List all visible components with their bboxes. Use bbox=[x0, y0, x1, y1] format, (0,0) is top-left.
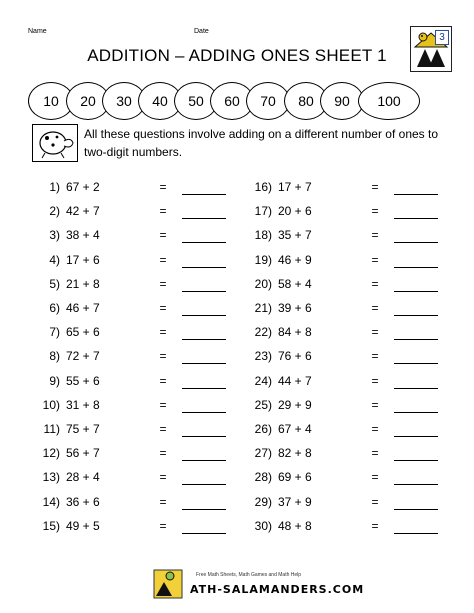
equals-sign: = bbox=[159, 397, 167, 412]
tens-oval: 40 bbox=[138, 82, 182, 120]
answer-blank[interactable] bbox=[182, 339, 226, 340]
answer-blank[interactable] bbox=[182, 218, 226, 219]
equals-sign: = bbox=[371, 494, 379, 509]
question-number: 26) bbox=[254, 422, 272, 436]
answer-blank[interactable] bbox=[182, 363, 226, 364]
question-number: 27) bbox=[254, 446, 272, 461]
equals-sign: = bbox=[371, 446, 379, 461]
equals-sign: = bbox=[371, 518, 379, 533]
equals-sign: = bbox=[159, 252, 167, 267]
question-expression: 17 + 7 bbox=[278, 180, 312, 194]
question-expression: 36 + 6 bbox=[66, 494, 100, 509]
question-number: 11) bbox=[43, 422, 60, 436]
tens-oval: 20 bbox=[66, 82, 110, 120]
question-number: 28) bbox=[254, 470, 272, 485]
question-number: 13) bbox=[42, 470, 60, 485]
question-number: 7) bbox=[49, 325, 60, 340]
equals-sign: = bbox=[371, 276, 379, 291]
equals-sign: = bbox=[371, 325, 379, 340]
tens-number-line bbox=[28, 82, 448, 122]
question-number: 4) bbox=[49, 252, 60, 267]
salamander-picture bbox=[32, 124, 78, 162]
answer-blank[interactable] bbox=[182, 484, 226, 485]
answer-blank[interactable] bbox=[394, 242, 438, 243]
question-expression: 75 + 7 bbox=[66, 422, 100, 436]
answer-blank[interactable] bbox=[182, 291, 226, 292]
question-number: 29) bbox=[254, 494, 272, 509]
question-number: 23) bbox=[254, 349, 272, 364]
question-number: 1) bbox=[49, 180, 60, 194]
question-number: 21) bbox=[254, 301, 272, 315]
page-title: ADDITION – ADDING ONES SHEET 1 bbox=[87, 46, 387, 65]
question-number: 6) bbox=[49, 301, 60, 315]
answer-blank[interactable] bbox=[394, 509, 438, 510]
tens-oval: 90 bbox=[320, 82, 364, 120]
question-expression: 46 + 7 bbox=[66, 301, 100, 315]
equals-sign: = bbox=[159, 276, 167, 291]
tens-oval: 80 bbox=[284, 82, 328, 120]
equals-sign: = bbox=[159, 446, 167, 461]
equals-sign: = bbox=[159, 204, 167, 219]
instructions-line: All these questions involve adding on a different number of ones to bbox=[84, 127, 439, 141]
question-number: 5) bbox=[49, 276, 60, 291]
equals-sign: = bbox=[159, 470, 167, 485]
question-expression: 35 + 7 bbox=[278, 228, 312, 243]
answer-blank[interactable] bbox=[182, 412, 226, 413]
question-expression: 65 + 6 bbox=[66, 325, 100, 340]
question-expression: 49 + 5 bbox=[66, 518, 100, 533]
equals-sign: = bbox=[371, 301, 379, 315]
question-expression: 67 + 4 bbox=[278, 422, 312, 436]
equals-sign: = bbox=[371, 204, 379, 219]
question-expression: 76 + 6 bbox=[278, 349, 312, 364]
equals-sign: = bbox=[159, 373, 167, 388]
equals-sign: = bbox=[371, 470, 379, 485]
salamander-icon bbox=[33, 125, 77, 161]
question-expression: 38 + 4 bbox=[66, 228, 100, 243]
answer-blank[interactable] bbox=[394, 291, 438, 292]
instructions bbox=[84, 125, 444, 161]
equals-sign: = bbox=[159, 422, 167, 436]
equals-sign: = bbox=[371, 228, 379, 243]
equals-sign: = bbox=[371, 180, 379, 194]
answer-blank[interactable] bbox=[182, 242, 226, 243]
answer-blank[interactable] bbox=[394, 533, 438, 534]
equals-sign: = bbox=[159, 301, 167, 315]
answer-blank[interactable] bbox=[394, 218, 438, 219]
question-expression: 55 + 6 bbox=[66, 373, 100, 388]
question-expression: 69 + 6 bbox=[278, 470, 312, 485]
question-number: 15) bbox=[42, 518, 60, 533]
equals-sign: = bbox=[159, 228, 167, 243]
tens-oval: 70 bbox=[246, 82, 290, 120]
question-expression: 20 + 6 bbox=[278, 204, 312, 219]
tens-oval: 50 bbox=[174, 82, 218, 120]
equals-sign: = bbox=[159, 518, 167, 533]
question-expression: 42 + 7 bbox=[66, 204, 100, 219]
name-label: Name bbox=[28, 28, 47, 35]
date-label: Date bbox=[194, 28, 209, 35]
answer-blank[interactable] bbox=[394, 484, 438, 485]
question-expression: 39 + 6 bbox=[278, 301, 312, 315]
question-number: 9) bbox=[49, 373, 60, 388]
question-expression: 48 + 8 bbox=[278, 518, 312, 533]
footer-salamander-icon bbox=[150, 566, 186, 602]
equals-sign: = bbox=[159, 349, 167, 364]
question-expression: 29 + 9 bbox=[278, 397, 312, 412]
answer-blank[interactable] bbox=[394, 388, 438, 389]
footer-tagline: Free Math Sheets, Math Games and Math Help bbox=[196, 572, 302, 578]
tens-oval: 60 bbox=[210, 82, 254, 120]
answer-blank[interactable] bbox=[182, 460, 226, 461]
answer-blank[interactable] bbox=[394, 460, 438, 461]
question-number: 12) bbox=[42, 446, 60, 461]
question-expression: 21 + 8 bbox=[66, 276, 100, 291]
question-number: 22) bbox=[254, 325, 272, 340]
question-expression: 82 + 8 bbox=[278, 446, 312, 461]
equals-sign: = bbox=[371, 349, 379, 364]
question-number: 20) bbox=[254, 276, 272, 291]
equals-sign: = bbox=[371, 373, 379, 388]
answer-blank[interactable] bbox=[182, 388, 226, 389]
tens-oval: 100 bbox=[358, 82, 420, 120]
question-number: 30) bbox=[254, 518, 272, 533]
equals-sign: = bbox=[371, 252, 379, 267]
footer-brand: ATH-SALAMANDERS.COM bbox=[190, 583, 365, 596]
grade-badge: 3 bbox=[435, 30, 449, 45]
question-number: 17) bbox=[254, 204, 272, 219]
equals-sign: = bbox=[371, 422, 379, 436]
answer-blank[interactable] bbox=[182, 533, 226, 534]
equals-sign: = bbox=[159, 180, 167, 194]
tens-oval: 10 bbox=[28, 82, 74, 120]
question-number: 16) bbox=[254, 180, 272, 194]
answer-blank[interactable] bbox=[182, 315, 226, 316]
question-number: 19) bbox=[254, 252, 272, 267]
answer-blank[interactable] bbox=[182, 436, 226, 437]
answer-blank[interactable] bbox=[394, 267, 438, 268]
question-expression: 37 + 9 bbox=[278, 494, 312, 509]
question-expression: 17 + 6 bbox=[66, 252, 100, 267]
question-number: 3) bbox=[49, 228, 60, 243]
question-expression: 28 + 4 bbox=[66, 470, 100, 485]
answer-blank[interactable] bbox=[394, 363, 438, 364]
question-number: 2) bbox=[49, 204, 60, 219]
question-expression: 58 + 4 bbox=[278, 276, 312, 291]
answer-blank[interactable] bbox=[394, 412, 438, 413]
question-number: 18) bbox=[254, 228, 272, 243]
question-number: 25) bbox=[254, 397, 272, 412]
question-expression: 84 + 8 bbox=[278, 325, 312, 340]
answer-blank[interactable] bbox=[394, 339, 438, 340]
question-number: 24) bbox=[254, 373, 272, 388]
answer-blank[interactable] bbox=[182, 267, 226, 268]
equals-sign: = bbox=[371, 397, 379, 412]
tens-oval: 30 bbox=[102, 82, 146, 120]
question-number: 8) bbox=[49, 349, 60, 364]
equals-sign: = bbox=[159, 325, 167, 340]
answer-blank[interactable] bbox=[394, 315, 438, 316]
question-expression: 46 + 9 bbox=[278, 252, 312, 267]
question-expression: 72 + 7 bbox=[66, 349, 100, 364]
answer-blank[interactable] bbox=[394, 436, 438, 437]
answer-blank[interactable] bbox=[394, 194, 438, 195]
question-number: 10) bbox=[42, 397, 60, 412]
answer-blank[interactable] bbox=[182, 194, 226, 195]
question-expression: 31 + 8 bbox=[66, 397, 100, 412]
question-number: 14) bbox=[42, 494, 60, 509]
instructions-line: two-digit numbers. bbox=[84, 145, 183, 159]
question-expression: 44 + 7 bbox=[278, 373, 312, 388]
question-expression: 56 + 7 bbox=[66, 446, 100, 461]
equals-sign: = bbox=[159, 494, 167, 509]
question-expression: 67 + 2 bbox=[66, 180, 100, 194]
answer-blank[interactable] bbox=[182, 509, 226, 510]
